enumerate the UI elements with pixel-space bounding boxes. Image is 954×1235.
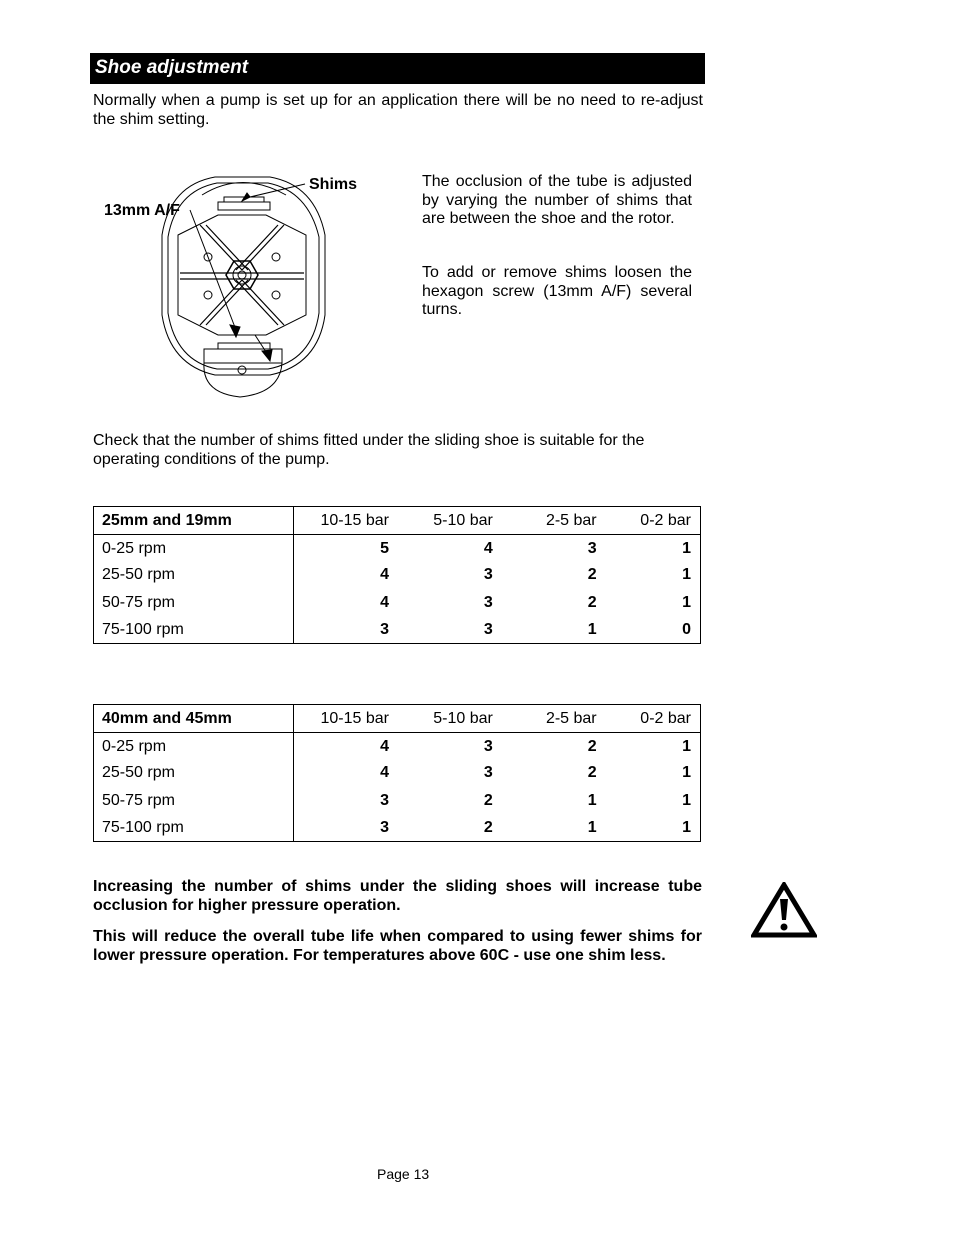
column-header: 0-2 bar xyxy=(606,507,701,535)
table-row xyxy=(94,814,701,841)
table-cell: 3 xyxy=(380,818,389,836)
hex-screw-label: 13mm A/F xyxy=(104,202,180,219)
table-row xyxy=(94,562,701,589)
table-row xyxy=(94,616,701,643)
shim-table-40-45 xyxy=(93,704,701,842)
table-cell: 1 xyxy=(587,620,597,638)
table-header-row xyxy=(94,507,701,535)
table-cell: 1 xyxy=(682,764,691,782)
table-cell: 1 xyxy=(587,818,597,836)
table-cell: 4 xyxy=(483,539,493,557)
table-row xyxy=(94,760,701,787)
section-title: Shoe adjustment xyxy=(95,57,249,78)
column-header: 2-5 bar xyxy=(502,507,606,535)
table-cell: 3 xyxy=(483,593,493,611)
check-paragraph: Check that the number of shims fitted under the sliding shoe is suitable for the operating conditions of the pump. xyxy=(93,432,645,468)
warning-triangle-icon xyxy=(751,882,817,938)
table-row xyxy=(94,535,701,562)
page-number: Page 13 xyxy=(377,1166,430,1182)
warning-paragraph-2: This will reduce the overall tube life when compared to using fewer shims for lower pressure operation. For temperatures above 60C - use one shim less. xyxy=(93,928,702,964)
occlusion-paragraph: The occlusion of the tube is adjusted by varying the number of shims that are between the shoe and the rotor. xyxy=(422,173,692,227)
table-cell: 3 xyxy=(380,620,389,638)
column-header: 10-15 bar xyxy=(293,705,398,733)
table-cell: 3 xyxy=(483,737,493,755)
column-header: 2-5 bar xyxy=(502,705,606,733)
table-row xyxy=(94,589,701,616)
table-cell: 2 xyxy=(587,737,597,755)
table-cell: 2 xyxy=(587,764,597,782)
row-label: 0-25 rpm xyxy=(94,535,294,562)
column-header: 10-15 bar xyxy=(293,507,398,535)
shim-table-25-19 xyxy=(93,506,701,644)
rotor-shim-diagram xyxy=(100,165,400,405)
table-cell: 3 xyxy=(483,620,493,638)
table-cell: 4 xyxy=(380,566,389,584)
table-corner-label: 25mm and 19mm xyxy=(94,507,294,535)
table-cell: 3 xyxy=(483,566,493,584)
row-label: 50-75 rpm xyxy=(94,589,294,616)
table-cell: 4 xyxy=(380,737,389,755)
row-label: 75-100 rpm xyxy=(94,616,294,643)
section-header xyxy=(90,53,705,84)
row-label: 25-50 rpm xyxy=(94,760,294,787)
table-cell: 2 xyxy=(587,593,597,611)
table-cell: 2 xyxy=(483,818,493,836)
table-cell: 0 xyxy=(682,620,691,638)
table-cell: 4 xyxy=(380,764,389,782)
table-cell: 5 xyxy=(380,539,389,557)
table-cell: 1 xyxy=(682,791,691,809)
table-header-row xyxy=(94,705,701,733)
table-cell: 3 xyxy=(587,539,597,557)
table-cell: 1 xyxy=(587,791,597,809)
shim-removal-paragraph: To add or remove shims loosen the hexagon screw (13mm A/F) several turns. xyxy=(422,264,692,318)
column-header: 0-2 bar xyxy=(606,705,701,733)
row-label: 75-100 rpm xyxy=(94,814,294,841)
shims-label: Shims xyxy=(309,176,358,193)
row-label: 0-25 rpm xyxy=(94,733,294,760)
table-cell: 1 xyxy=(682,539,691,557)
table-cell: 1 xyxy=(682,737,691,755)
intro-paragraph: Normally when a pump is set up for an application there will be no need to re-adjust the shim setting. xyxy=(93,92,703,128)
warning-paragraph-1: Increasing the number of shims under the sliding shoes will increase tube occlusion for higher pressure operation. xyxy=(93,878,702,914)
table-cell: 4 xyxy=(380,593,389,611)
table-cell: 3 xyxy=(380,791,389,809)
table-cell: 1 xyxy=(682,593,691,611)
table-row xyxy=(94,733,701,760)
table-cell: 3 xyxy=(483,764,493,782)
column-header: 5-10 bar xyxy=(398,705,502,733)
table-cell: 2 xyxy=(587,566,597,584)
row-label: 50-75 rpm xyxy=(94,787,294,814)
table-cell: 2 xyxy=(483,791,493,809)
row-label: 25-50 rpm xyxy=(94,562,294,589)
table-cell: 1 xyxy=(682,818,691,836)
table-row xyxy=(94,787,701,814)
table-corner-label: 40mm and 45mm xyxy=(94,705,294,733)
table-cell: 1 xyxy=(682,566,691,584)
column-header: 5-10 bar xyxy=(398,507,502,535)
